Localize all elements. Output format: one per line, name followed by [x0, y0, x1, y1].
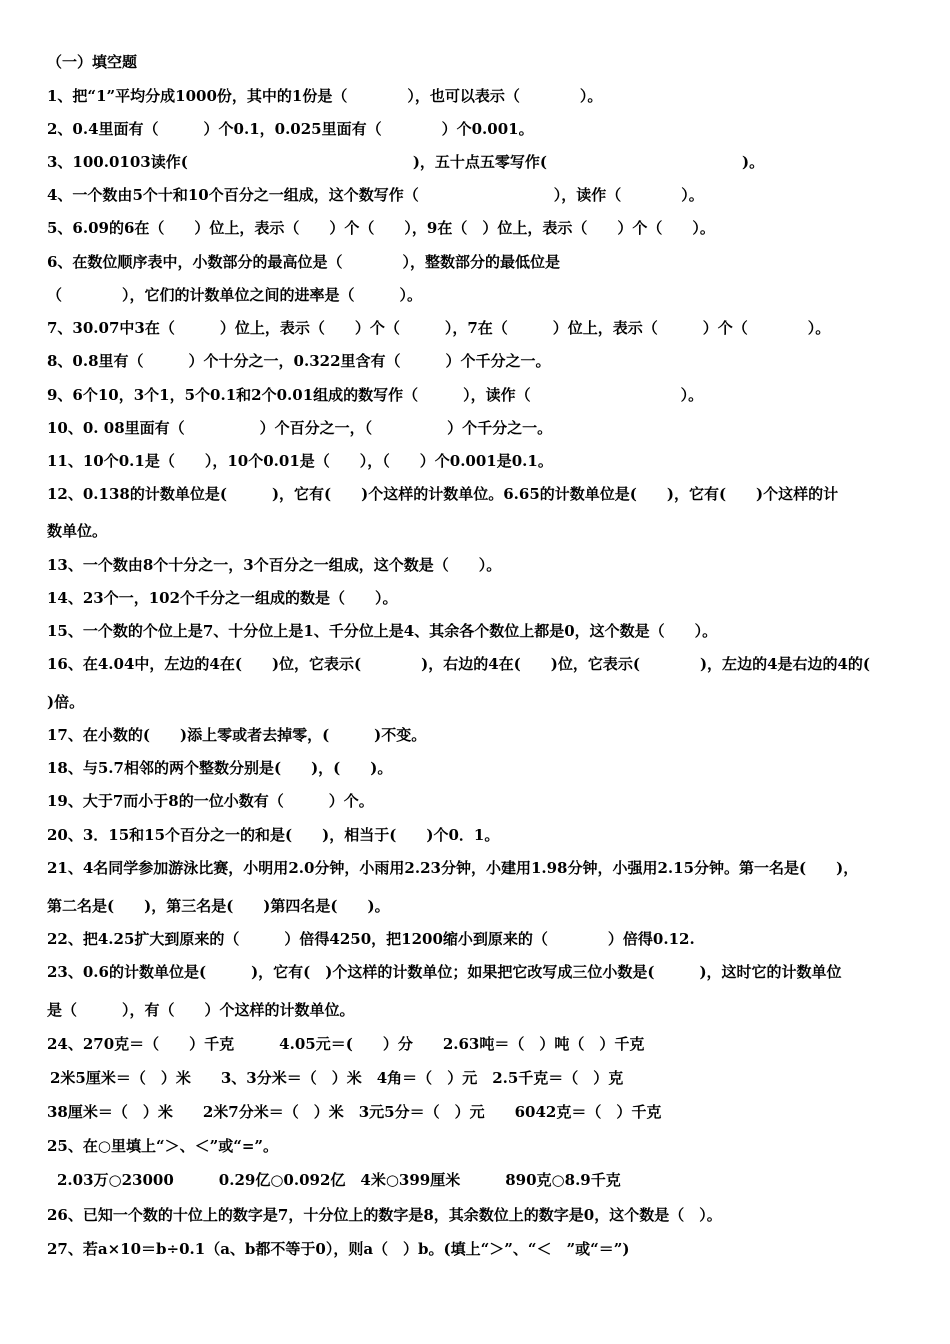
question-24-line-3: 38厘米＝（ ）米 2米7分米＝（ ）米 3元5分＝（ ）元 6042克＝（ ）千克 — [47, 1103, 662, 1121]
section-title: （一）填空题 — [47, 53, 138, 71]
question-3: 3、100.0103读作( )，五十点五零写作( )。 — [47, 153, 765, 171]
question-16-line-1: 16、在4.04中，左边的4在( )位，它表示( )，右边的4在( )位，它表示( )，左边的4是右边的4的( — [47, 655, 871, 673]
question-21-line-2: 第二名是( )，第三名是( )第四名是( )。 — [47, 897, 390, 915]
question-4: 4、一个数由5个十和10个百分之一组成，这个数写作（ ），读作（ ）。 — [47, 186, 704, 204]
question-24-line-2: 2米5厘米＝（ ）米 3、3分米＝（ ）米 4角＝（ ）元 2.5千克＝（ ）克 — [50, 1069, 624, 1087]
question-13: 13、一个数由8个十分之一，3个百分之一组成，这个数是（ ）。 — [47, 556, 502, 574]
question-12-line-2: 数单位。 — [47, 522, 108, 540]
question-23-line-1: 23、0.6的计数单位是( )，它有( )个这样的计数单位；如果把它改写成三位小数是( )，这时它的计数单位 — [47, 963, 842, 981]
question-18: 18、与5.7相邻的两个整数分别是( )，( )。 — [47, 759, 393, 777]
question-1: 1、把“1”平均分成1000份，其中的1份是（ ），也可以表示（ ）。 — [47, 87, 603, 105]
question-26: 26、已知一个数的十位上的数字是7，十分位上的数字是8，其余数位上的数字是0，这个数是（ ）。 — [47, 1206, 722, 1224]
question-25-items: 2.03万○23000 0.29亿○0.092亿 4米○399厘米 890克○8.9千克 — [57, 1171, 621, 1189]
question-6-line-2: （ ），它们的计数单位之间的进率是（ ）。 — [47, 286, 423, 304]
question-10: 10、0. 08里面有（ ）个百分之一，（ ）个千分之一。 — [47, 419, 553, 437]
question-2: 2、0.4里面有（ ）个0.1，0.025里面有（ ）个0.001。 — [47, 120, 534, 138]
question-6-line-1: 6、在数位顺序表中，小数部分的最高位是（ ），整数部分的最低位是 — [47, 253, 560, 271]
question-23-line-2: 是（ ），有（ ）个这样的计数单位。 — [47, 1001, 355, 1019]
question-15: 15、一个数的个位上是7、十分位上是1、千分位上是4、其余各个数位上都是0，这个数是（ ）。 — [47, 622, 718, 640]
question-9: 9、6个10，3个1，5个0.1和2个0.01组成的数写作（ ），读作（ ）。 — [47, 386, 704, 404]
question-7: 7、30.07中3在（ ）位上，表示（ ）个（ ），7在（ ）位上，表示（ ）个（ ）。 — [47, 319, 831, 337]
question-24-line-1: 24、270克＝（ ）千克 4.05元＝( ）分 2.63吨＝（ ）吨（ ）千克 — [47, 1035, 645, 1053]
question-21-line-1: 21、4名同学参加游泳比赛，小明用2.0分钟，小雨用2.23分钟，小建用1.98分钟，小强用2.15分钟。第一名是( )， — [47, 859, 859, 877]
question-14: 14、23个一，102个千分之一组成的数是（ ）。 — [47, 589, 398, 607]
question-17: 17、在小数的( )添上零或者去掉零，( )不变。 — [47, 726, 427, 744]
question-20: 20、3．15和15个百分之一的和是( )，相当于( )个0．1。 — [47, 826, 500, 844]
question-5: 5、6.09的6在（ ）位上，表示（ ）个（ ），9在（ ）位上，表示（ ）个（ ）。 — [47, 219, 715, 237]
question-11: 11、10个0.1是（ ），10个0.01是（ ），（ ）个0.001是0.1。 — [47, 452, 553, 470]
question-16-line-2: )倍。 — [47, 693, 85, 711]
question-22: 22、把4.25扩大到原来的（ ）倍得4250，把1200缩小到原来的（ ）倍得0.12. — [47, 930, 695, 948]
question-8: 8、0.8里有（ ）个十分之一，0.322里含有（ ）个千分之一。 — [47, 352, 551, 370]
question-12-line-1: 12、0.138的计数单位是( )，它有( )个这样的计数单位。6.65的计数单位是( )，它有( )个这样的计 — [47, 485, 839, 503]
question-19: 19、大于7而小于8的一位小数有（ ）个。 — [47, 792, 374, 810]
question-25: 25、在○里填上“＞、＜”或“=”。 — [47, 1137, 279, 1155]
question-27: 27、若a×10＝b÷0.1（a、b都不等于0），则a（ ）b。(填上“＞”、“＜ ”或“＝”) — [47, 1240, 630, 1258]
